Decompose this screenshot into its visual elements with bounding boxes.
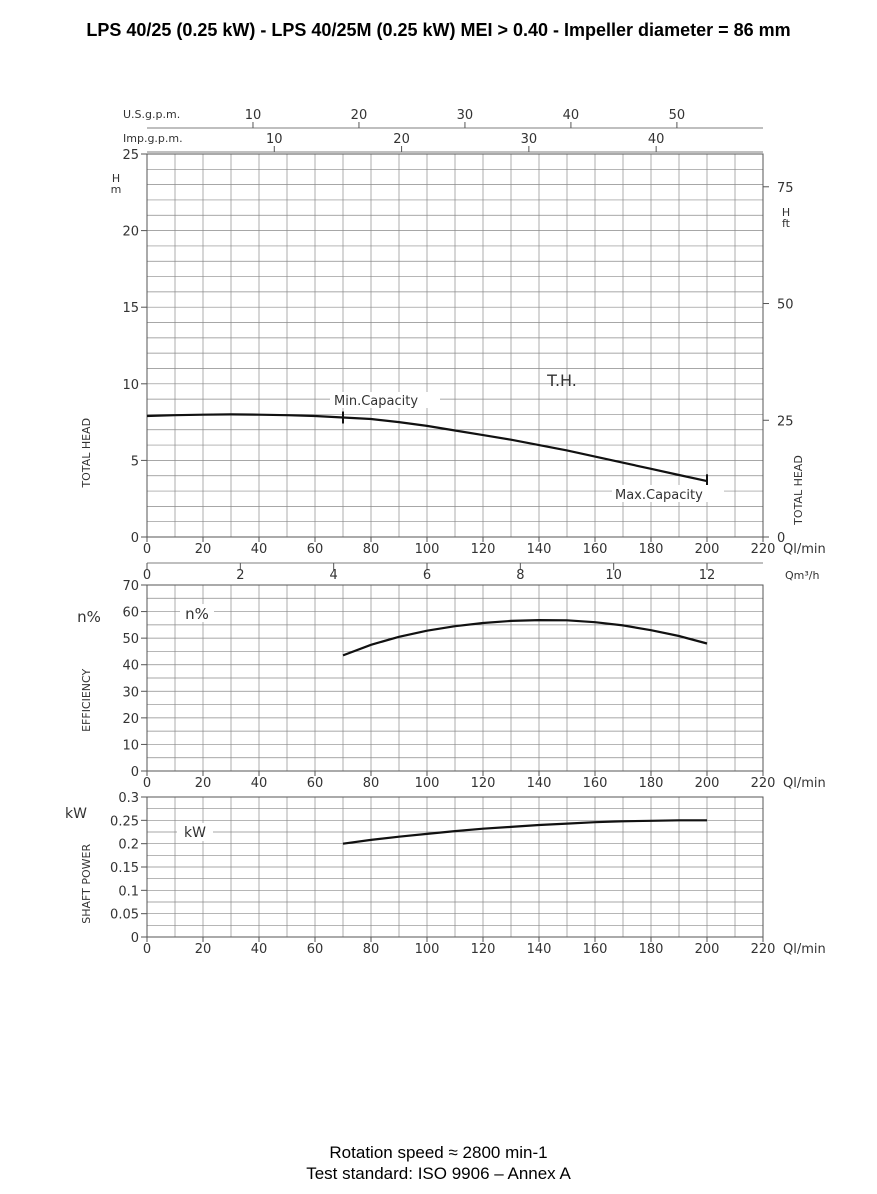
y-unit-left: kW — [65, 806, 87, 822]
y-tick-label: 15 — [122, 301, 139, 317]
top-axis-tick-label: 50 — [668, 108, 686, 123]
y-unit-left: H — [111, 172, 121, 185]
m3h-axis-tick-label: 8 — [516, 568, 525, 583]
x-unit-label: Ql/min — [783, 776, 826, 791]
x-tick-label: 180 — [638, 942, 664, 957]
shaft-power-panel — [65, 791, 826, 957]
m3h-axis-tick-label: 0 — [142, 568, 152, 583]
right-axis-tick-label: 75 — [777, 180, 794, 196]
y-tick-label: 0.2 — [118, 837, 139, 853]
y-tick-label: 0.25 — [110, 814, 139, 830]
top-axis-tick-label: 30 — [456, 108, 474, 123]
y-axis-title: TOTAL HEAD — [80, 417, 93, 488]
x-tick-label: 80 — [362, 776, 380, 791]
y-axis-title: EFFICIENCY — [80, 668, 93, 732]
top-axis-tick-label: 20 — [350, 108, 368, 123]
y-tick-label: 50 — [122, 632, 139, 648]
y-tick-label: 10 — [122, 738, 139, 754]
y-tick-label: 0.05 — [110, 907, 139, 923]
y-tick-label: 0 — [130, 931, 139, 946]
right-axis-tick-label: 50 — [777, 297, 794, 313]
y-tick-label: 60 — [122, 605, 139, 621]
min-capacity-label: Min.Capacity — [334, 394, 419, 409]
curve-label-th: T.H. — [547, 371, 577, 390]
x-tick-label: 140 — [526, 542, 552, 557]
x-tick-label: 100 — [414, 942, 440, 957]
y-tick-label: 30 — [122, 685, 139, 701]
x-tick-label: 100 — [414, 776, 440, 791]
y-tick-label: 40 — [122, 658, 139, 674]
x-tick-label: 140 — [526, 776, 552, 791]
y-tick-label: 0 — [130, 765, 139, 780]
m3h-axis-unit-label: Qm³/h — [785, 569, 820, 582]
top-axis-tick-label: 30 — [520, 132, 538, 147]
x-tick-label: 200 — [694, 942, 720, 957]
m3h-axis-tick-label: 10 — [605, 568, 622, 583]
x-tick-label: 60 — [306, 942, 324, 957]
x-tick-label: 40 — [250, 776, 268, 791]
test-standard-note: Test standard: ISO 9906 – Annex A — [306, 1164, 571, 1183]
y-unit-right-sub: ft — [782, 217, 790, 230]
y-axis-title-right: TOTAL HEAD — [792, 455, 805, 525]
x-tick-label: 200 — [694, 542, 720, 557]
x-tick-label: 160 — [582, 776, 608, 791]
x-tick-label: 160 — [582, 942, 608, 957]
m3h-axis-tick-label: 2 — [236, 568, 245, 583]
x-tick-label: 20 — [194, 776, 212, 791]
y-unit-right: H — [781, 206, 791, 219]
y-unit-left-sub: m — [110, 183, 122, 196]
footer — [0, 1142, 877, 1184]
x-tick-label: 200 — [694, 776, 720, 791]
x-tick-label: 60 — [306, 776, 324, 791]
total-head-panel — [80, 108, 826, 557]
x-tick-label: 140 — [526, 942, 552, 957]
x-tick-label: 60 — [306, 542, 324, 557]
top-axis-tick-label: 10 — [244, 108, 262, 123]
max-capacity-label: Max.Capacity — [615, 488, 703, 503]
y-unit-left: n% — [77, 608, 101, 626]
x-unit-label: Ql/min — [783, 542, 826, 557]
y-tick-label: 10 — [122, 377, 139, 393]
x-tick-label: 120 — [470, 942, 496, 957]
y-tick-label: 20 — [122, 711, 139, 727]
x-tick-label: 160 — [582, 542, 608, 557]
x-tick-label: 40 — [250, 542, 268, 557]
x-tick-label: 220 — [750, 942, 776, 957]
efficiency-panel — [77, 563, 826, 791]
x-tick-label: 80 — [362, 942, 380, 957]
y-axis-title: SHAFT POWER — [80, 843, 93, 924]
right-axis-tick-label: 25 — [777, 414, 794, 430]
x-tick-label: 0 — [142, 542, 152, 557]
top-axis-tick-label: 40 — [647, 132, 665, 147]
x-tick-label: 20 — [194, 942, 212, 957]
x-tick-label: 120 — [470, 542, 496, 557]
m3h-axis-tick-label: 4 — [329, 568, 338, 583]
curve-label-power: kW — [184, 825, 206, 841]
right-axis-tick-label: 0 — [777, 531, 786, 546]
top-axis-tick-label: 40 — [562, 108, 580, 123]
page-title: LPS 40/25 (0.25 kW) - LPS 40/25M (0.25 kW) MEI > 0.40 - Impeller diameter = 86 mm — [86, 20, 791, 40]
x-tick-label: 0 — [142, 942, 152, 957]
y-tick-label: 25 — [122, 148, 139, 163]
x-tick-label: 100 — [414, 542, 440, 557]
top-axis-unit-label: U.S.g.p.m. — [123, 108, 181, 121]
y-tick-label: 70 — [122, 579, 139, 594]
x-tick-label: 40 — [250, 942, 268, 957]
x-tick-label: 220 — [750, 542, 776, 557]
x-tick-label: 0 — [142, 776, 152, 791]
m3h-axis-tick-label: 12 — [698, 568, 716, 583]
x-tick-label: 80 — [362, 542, 380, 557]
y-tick-label: 5 — [130, 454, 139, 470]
y-tick-label: 0.15 — [110, 861, 139, 876]
efficiency-curve — [343, 620, 707, 655]
rotation-speed-note: Rotation speed ≈ 2800 min-1 — [329, 1143, 548, 1162]
top-axis-unit-label: Imp.g.p.m. — [123, 132, 183, 145]
y-tick-label: 0.1 — [118, 884, 139, 900]
x-tick-label: 220 — [750, 776, 776, 791]
x-unit-label: Ql/min — [783, 942, 826, 957]
x-tick-label: 120 — [470, 776, 496, 791]
y-tick-label: 20 — [122, 224, 139, 240]
y-tick-label: 0 — [130, 531, 139, 546]
m3h-axis-tick-label: 6 — [422, 568, 432, 583]
top-axis-tick-label: 10 — [266, 132, 283, 147]
x-tick-label: 180 — [638, 776, 664, 791]
curve-label-efficiency: n% — [185, 605, 209, 623]
y-tick-label: 0.3 — [118, 791, 139, 806]
top-axis-tick-label: 20 — [393, 132, 410, 147]
x-tick-label: 180 — [638, 542, 664, 557]
x-tick-label: 20 — [194, 542, 212, 557]
